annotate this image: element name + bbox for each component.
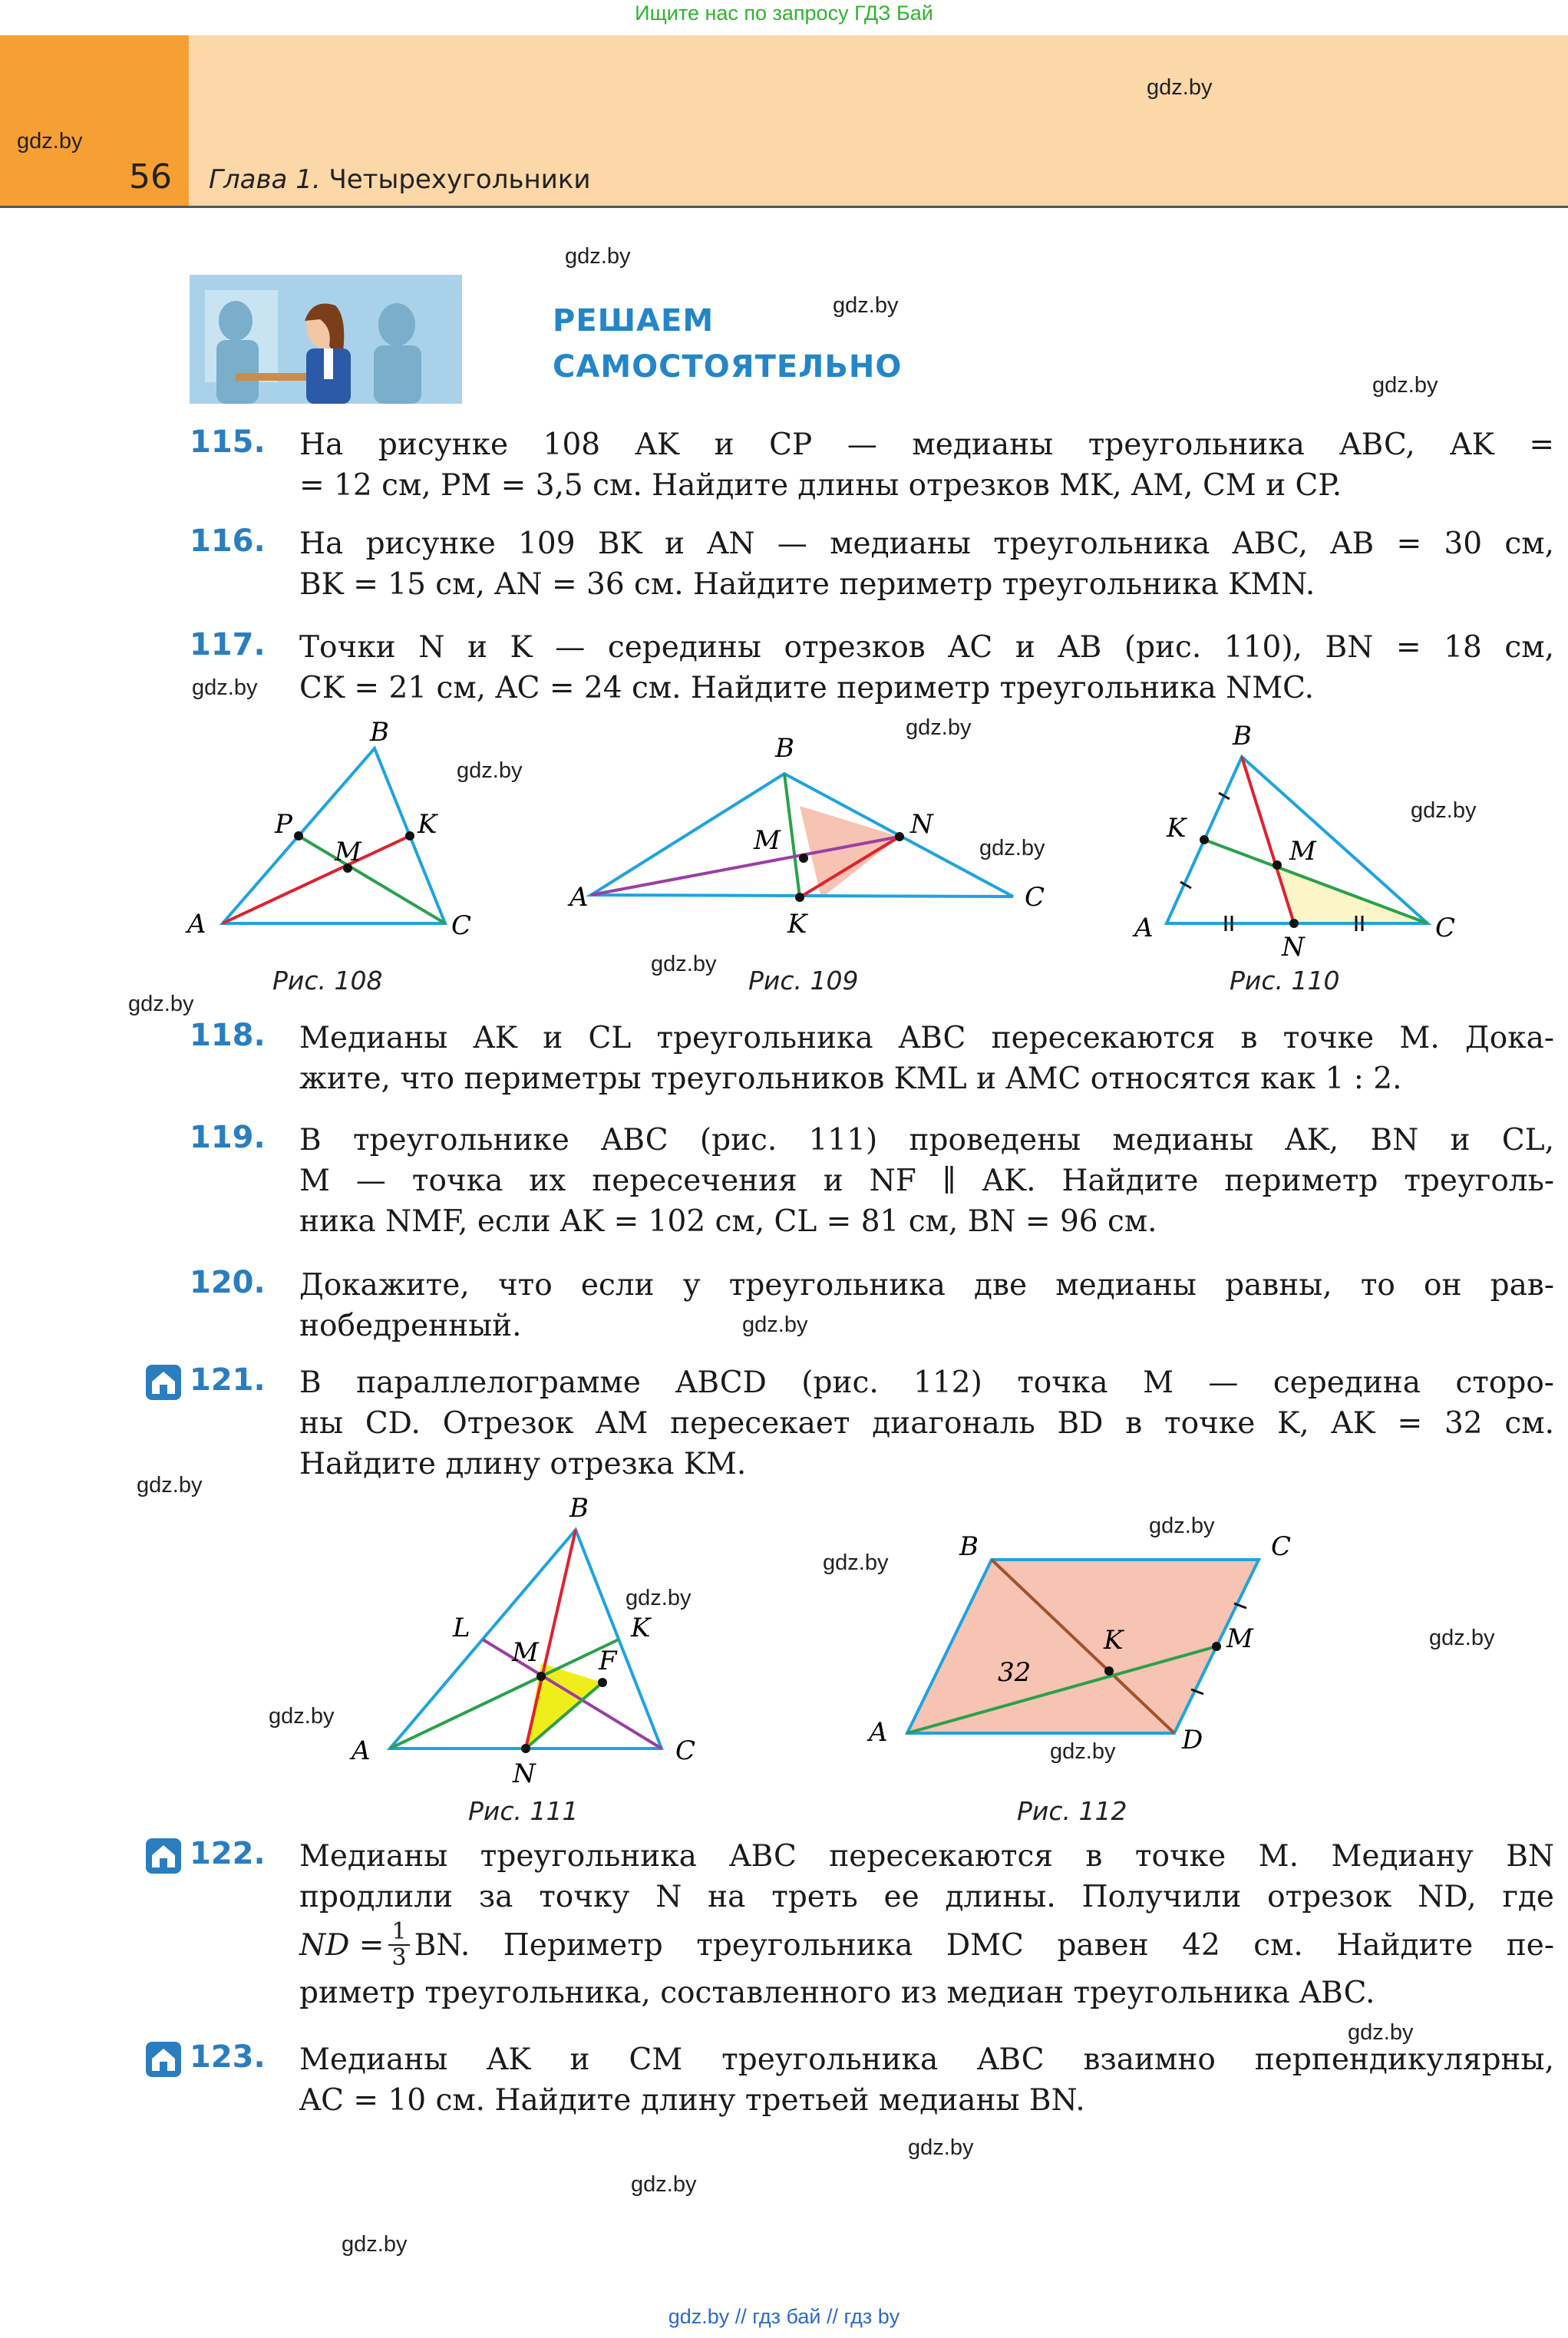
problem-line	[299, 1917, 1554, 1973]
section-title-line1: РЕШАЕМ	[553, 303, 715, 338]
problem-123	[299, 2039, 1554, 2121]
problem-line: Докажите, что если у треугольника две медианы равны, то он рав-	[299, 1268, 1554, 1303]
problem-line: риметр треугольника, составленного из медиан треугольника ABC.	[299, 1976, 1375, 2010]
problem-line: BK = 15 см, AN = 36 см. Найдите периметр треугольника KMN.	[299, 567, 1315, 602]
vertex-label: C	[451, 910, 472, 940]
vertex-label: M	[1226, 1623, 1253, 1654]
figure-109	[553, 722, 1059, 944]
vertex-label: A	[869, 1717, 888, 1748]
vertex-label: C	[675, 1735, 696, 1766]
problem-120	[299, 1265, 1554, 1346]
vertex-label: K	[1104, 1625, 1124, 1656]
problem-number-121: 121.	[190, 1362, 266, 1398]
problem-number-118: 118.	[190, 1018, 266, 1053]
problem-121	[299, 1362, 1554, 1484]
vertex-label: M	[1289, 836, 1316, 867]
figure-caption-108: Рис. 108	[272, 966, 383, 996]
watermark: gdz.by	[128, 992, 194, 1016]
watermark: gdz.by	[823, 1550, 889, 1575]
problem-line: В треугольнике ABC (рис. 111) проведены медианы AK, BN и CL,	[299, 1123, 1554, 1157]
vertex-label: N	[910, 809, 933, 840]
problem-number-116: 116.	[190, 523, 266, 559]
problem-line: = 12 см, PM = 3,5 см. Найдите длины отрезков MK, AM, CM и CP.	[299, 468, 1342, 503]
watermark: gdz.by	[17, 129, 83, 154]
problem-117	[299, 627, 1554, 708]
watermark: gdz.by	[626, 1586, 692, 1610]
problem-line: Найдите длину отрезка KM.	[299, 1447, 747, 1481]
watermark: gdz.by	[1411, 798, 1477, 823]
problem-116	[299, 523, 1554, 605]
problem-line: В параллелограмме ABCD (рис. 112) точка M — середина сторо-	[299, 1365, 1554, 1400]
watermark: gdz.by	[1149, 1514, 1215, 1538]
watermark: gdz.by	[269, 1704, 335, 1729]
figure-108	[184, 710, 491, 940]
vertex-label: M	[512, 1637, 539, 1668]
figure-112	[852, 1520, 1328, 1765]
figure-caption-109: Рис. 109	[748, 966, 859, 996]
problem-number-120: 120.	[190, 1265, 266, 1300]
problem-number-115: 115.	[190, 424, 266, 460]
vertex-label: D	[1182, 1725, 1203, 1755]
vertex-label: B	[1233, 721, 1252, 751]
problem-line: продлили за точку N на треть ее длины. Получили отрезок ND, где	[299, 1880, 1554, 1914]
figure-caption-110: Рис. 110	[1230, 966, 1340, 996]
problem-line: На рисунке 109 BK и AN — медианы треугольника ABC, AB = 30 см,	[299, 527, 1554, 561]
problem-line: CK = 21 см, AC = 24 см. Найдите периметр треугольника NMC.	[299, 671, 1315, 705]
problem-line: Медианы треугольника ABC пересекаются в точке M. Медиану BN	[299, 1839, 1554, 1874]
vertex-label: M	[754, 825, 781, 856]
figure-caption-112: Рис. 112	[1017, 1796, 1127, 1826]
vertex-label: N	[1282, 932, 1305, 959]
house-icon	[146, 1365, 181, 1400]
vertex-label: N	[513, 1758, 536, 1788]
problem-119	[299, 1120, 1554, 1242]
problem-line: ника NMF, если AK = 102 см, CL = 81 см, BN = 96 см.	[299, 1204, 1157, 1239]
vertex-label: F	[599, 1646, 617, 1676]
vertex-label: K	[787, 909, 807, 939]
section-title	[553, 298, 902, 390]
segment-length-label: 32	[998, 1657, 1032, 1688]
vertex-label: B	[775, 733, 794, 764]
student-illustration	[190, 275, 462, 404]
watermark: gdz.by	[833, 293, 899, 318]
watermark: gdz.by	[1050, 1739, 1116, 1764]
watermark: gdz.by	[565, 244, 631, 269]
chapter-label: Глава 1.	[209, 164, 321, 195]
problem-118	[299, 1018, 1554, 1099]
formula-rest: BN. Периметр треугольника DMC равен 42 см. Найдите пе-	[414, 1927, 1554, 1963]
vertex-label: K	[418, 809, 437, 840]
vertex-label: C	[1435, 913, 1456, 943]
vertex-label: A	[352, 1735, 371, 1766]
problem-115	[299, 424, 1554, 506]
problem-line: Медианы AK и CM треугольника ABC взаимно перпендикулярны,	[299, 2042, 1554, 2077]
problem-line: AC = 10 см. Найдите длину третьей медианы BN.	[299, 2083, 1085, 2118]
watermark: gdz.by	[651, 952, 717, 976]
problem-line: Медианы AK и CL треугольника ABC пересекаются в точке M. Дока-	[299, 1021, 1554, 1055]
watermark: gdz.by	[1429, 1626, 1495, 1650]
watermark: gdz.by	[342, 2232, 408, 2257]
vertex-label: L	[453, 1613, 470, 1643]
formula-lhs: ND =	[299, 1927, 385, 1963]
house-icon	[146, 1838, 181, 1874]
fraction-numerator: 1	[388, 1920, 409, 1946]
watermark: gdz.by	[908, 2135, 974, 2160]
figure-111	[345, 1489, 714, 1788]
problem-number-123: 123.	[190, 2039, 266, 2075]
fraction-one-third	[388, 1920, 409, 1970]
problem-line: нобедренный.	[299, 1309, 522, 1343]
problem-number-122: 122.	[190, 1836, 266, 1871]
watermark: gdz.by	[906, 715, 972, 740]
vertex-label: B	[959, 1531, 979, 1562]
watermark: gdz.by	[192, 675, 258, 700]
problem-number-117: 117.	[190, 627, 266, 662]
watermark: gdz.by	[1372, 373, 1438, 398]
problem-number-119: 119.	[190, 1120, 266, 1155]
problem-line: На рисунке 108 AK и CP — медианы треугольника ABC, AK =	[299, 428, 1554, 462]
vertex-label: K	[631, 1613, 651, 1643]
problem-line: M — точка их пересечения и NF ∥ AK. Найдите периметр треуголь-	[299, 1164, 1554, 1198]
fraction-denominator: 3	[391, 1944, 407, 1971]
vertex-label: A	[187, 909, 206, 939]
problem-line: жите, что периметры треугольников KML и AMC относятся как 1 : 2.	[299, 1062, 1402, 1096]
house-icon	[146, 2042, 181, 2077]
watermark: gdz.by	[1348, 2020, 1414, 2045]
vertex-label: M	[335, 837, 361, 867]
vertex-label: C	[1025, 882, 1045, 913]
chapter-name: Четырехугольники	[328, 164, 591, 195]
vertex-label: C	[1271, 1531, 1292, 1562]
watermark: gdz.by	[742, 1313, 808, 1337]
chapter-title	[209, 164, 590, 195]
watermark: gdz.by	[631, 2172, 697, 2197]
section-title-line2: САМОСТОЯТЕЛЬНО	[553, 349, 903, 385]
watermark: gdz.by	[137, 1473, 203, 1498]
figure-110	[1128, 714, 1466, 959]
problem-line: ны CD. Отрезок AM пересекает диагональ BD в точке K, AK = 32 см.	[299, 1406, 1554, 1441]
watermark: gdz.by	[457, 758, 523, 783]
vertex-label: B	[370, 717, 389, 748]
vertex-label: B	[569, 1493, 589, 1524]
figure-caption-111: Рис. 111	[468, 1796, 579, 1826]
header-rule	[0, 206, 1568, 208]
watermark: gdz.by	[979, 836, 1045, 860]
vertex-label: A	[569, 882, 589, 913]
search-banner: Ищите нас по запросу ГДЗ Бай	[635, 2, 933, 25]
vertex-label: A	[1134, 913, 1154, 943]
problem-122	[299, 1836, 1554, 2013]
page-number: 56	[129, 157, 172, 196]
problem-line: Точки N и K — середины отрезков AC и AB (рис. 110), BN = 18 см,	[299, 630, 1554, 665]
vertex-label: K	[1167, 813, 1187, 844]
vertex-label: P	[275, 809, 292, 840]
footer-links[interactable]: gdz.by // гдз бай // гдз by	[668, 2305, 900, 2328]
watermark: gdz.by	[1147, 75, 1213, 100]
